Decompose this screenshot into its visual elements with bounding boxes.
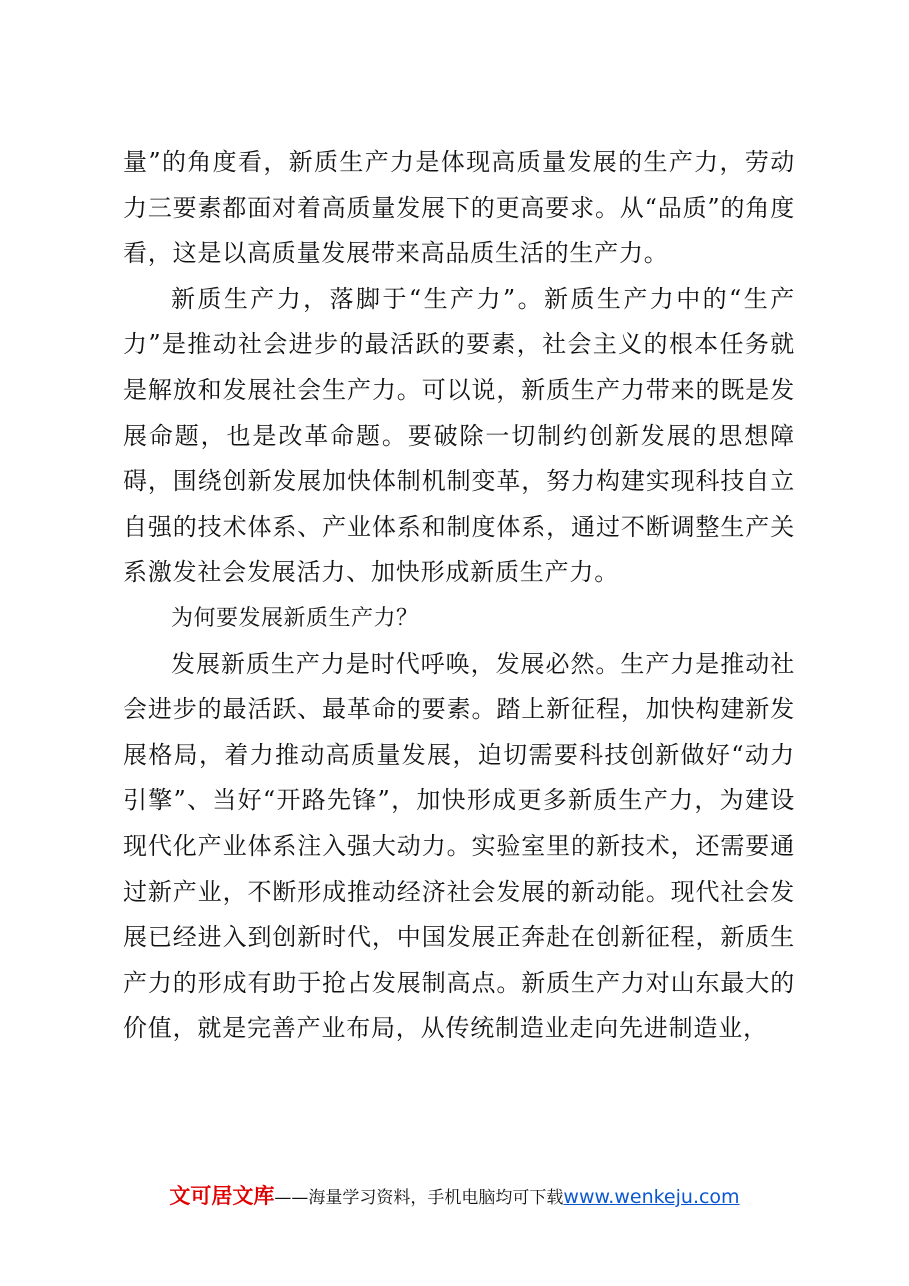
footer-tagline: ——海量学习资料，手机电脑均可下载 (274, 1188, 564, 1208)
section-heading: 为何要发展新质生产力？ (171, 605, 419, 631)
footer-site-link[interactable]: www.wenkeju.com (563, 1186, 740, 1208)
paragraph-productivity-focus: 新质生产力，落脚于“生产力”。新质生产力中的“生产力”是推动社会进步的最活跃的要素，社会主义的根本任务就是解放和发展社会生产力。可以说，新质生产力带来的既是发展命题，也是改革命题。要破除一切制约创新发展的思想障碍，围绕创新发展加快体制机制变革，努力构建实现科技自立自强的技术体系、产业体系和制度体系，通过不断调整生产关系激发社会发展活力、加快形成新质生产力。 (123, 284, 795, 587)
document-body (123, 140, 795, 1052)
paragraph-continued: 量”的角度看，新质生产力是体现高质量发展的生产力，劳动力三要素都面对着高质量发展下的更高要求。从“品质”的角度看，这是以高质量发展带来高品质生活的生产力。 (123, 148, 795, 268)
footer-brand: 文可居文库 (169, 1184, 275, 1208)
footer-banner (0, 1180, 909, 1210)
paragraph-why-develop: 发展新质生产力是时代呼唤，发展必然。生产力是推动社会进步的最活跃、最革命的要素。踏上新征程，加快构建新发展格局，着力推动高质量发展，迫切需要科技创新做好“动力引擎”、当好“开路先锋”，加快形成更多新质生产力，为建设现代化产业体系注入强大动力。实验室里的新技术，还需要通过新产业，不断形成推动经济社会发展的新动能。现代社会发展已经进入到创新时代，中国发展正奔赴在创新征程，新质生产力的形成有助于抢占发展制高点。新质生产力对山东最大的价值，就是完善产业布局，从传统制造业走向先进制造业， (123, 649, 795, 1043)
